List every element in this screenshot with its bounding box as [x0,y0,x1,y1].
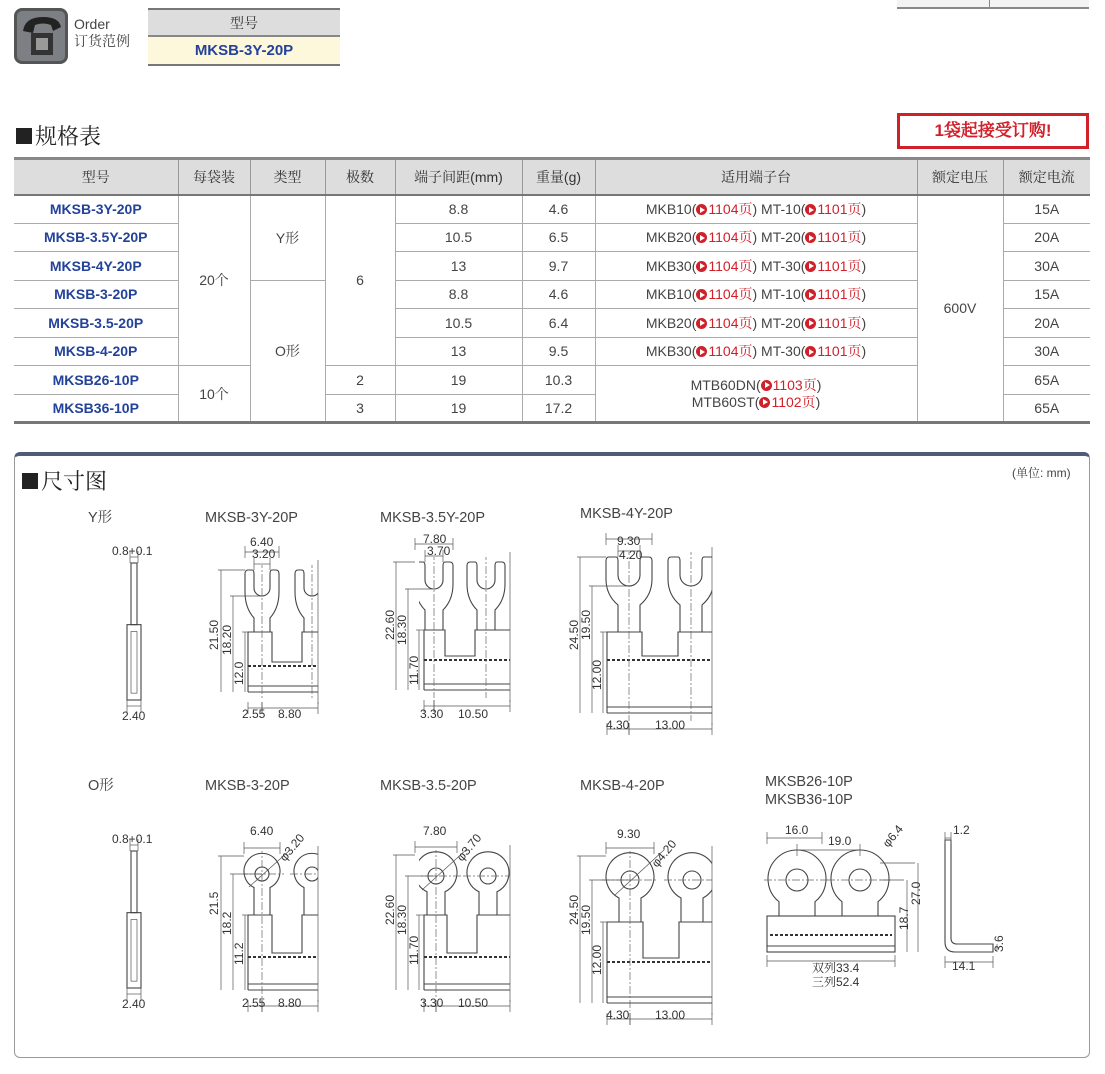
page-link[interactable]: 1104页 [708,314,753,331]
current-cell: 20A [1003,223,1090,252]
model-cell[interactable]: MKSB-4-20P [14,337,178,366]
col-poles: 极数 [325,159,395,195]
ring-terminal-outline [668,853,716,922]
dimension-label: 11.2 [232,942,246,965]
dimension-label: 3.70 [427,544,451,558]
page-link[interactable]: 1104页 [708,257,753,274]
dimension-label: 22.60 [383,609,397,640]
bracket-side-view [945,840,993,952]
drawing-title: MKSB-4Y-20P [580,506,673,522]
dimension-label: 19.0 [828,834,852,848]
dimension-label: 6.40 [250,824,274,838]
weight-cell: 9.7 [522,252,595,281]
strip-base [248,632,358,692]
dimension-label: 24.50 [567,619,581,650]
fork-terminal-drawing [245,560,358,700]
pitch-cell: 8.8 [395,280,522,309]
o-type-label: O形 [88,778,114,794]
ring-terminal-outline [294,853,330,915]
col-current: 额定电流 [1003,159,1090,195]
dimension-label: 22.60 [383,894,397,925]
weight-cell: 10.3 [522,366,595,395]
model-cell[interactable]: MKSB26-10P [14,366,178,395]
dimension-label: 13.00 [655,718,686,732]
dimension-label: φ3.20 [276,831,308,864]
type-cell: Y形 [250,195,325,281]
pitch-cell: 10.5 [395,309,522,338]
dimension-label: 4.30 [606,1008,630,1022]
terminal-block-cell: MKB20( 1104页) MT-20( 1101页) [595,309,917,338]
dimension-label: 18.30 [395,614,409,645]
page-link[interactable]: 1101页 [817,343,862,360]
col-pitch: 端子间距(mm) [395,159,522,195]
pack-cell: 10个 [178,366,250,423]
weight-cell: 9.5 [522,337,595,366]
dimension-label: 3.20 [252,547,276,561]
dimension-label: 4.30 [606,718,630,732]
pitch-cell: 13 [395,252,522,281]
min-order-badge: 1袋起接受订购! [897,113,1089,149]
dimension-label: 2.55 [242,707,266,721]
dimension-label: φ6.4 [879,822,907,850]
order-label-cn: 订货范例 [74,33,130,49]
dimension-label: 1.2 [953,823,970,837]
dimension-label: 7.80 [423,824,447,838]
col-model: 型号 [14,159,178,195]
col-weight: 重量(g) [522,159,595,195]
dimension-label: 21.50 [207,619,221,650]
dimension-label: 7.80 [423,532,447,546]
terminal-block-cell: MKB30( 1104页) MT-30( 1101页) [595,337,917,366]
dimension-label: 14.1 [952,959,976,973]
page-link[interactable]: 1101页 [817,229,862,246]
dimension-label: 3.30 [420,707,444,721]
dimension-label: 18.7 [897,906,911,930]
page-link[interactable]: 1104页 [708,343,753,360]
current-cell: 65A [1003,366,1090,395]
dimension-label: 10.50 [458,707,489,721]
pitch-cell: 8.8 [395,195,522,224]
dimension-label: 27.0 [909,881,923,905]
poles-cell: 2 [325,366,395,395]
pack-cell: 20个 [178,195,250,366]
dimension-label: 0.8+0.1 [112,544,153,558]
dimension-label: 13.00 [655,1008,686,1022]
drawing-title: MKSB-3-20P [205,778,290,794]
order-example-value: MKSB-3Y-20P [148,37,340,64]
dimension-label: 2.55 [242,996,266,1010]
col-voltage: 额定电压 [917,159,1003,195]
terminal-block-cell: MKB30( 1104页) MT-30( 1101页) [595,252,917,281]
drawing-title: MKSB-3.5-20P [380,778,477,794]
terminal-block-cell: MKB20( 1104页) MT-20( 1101页) [595,223,917,252]
dimension-label: 18.2 [220,911,234,935]
dimension-label: 2.40 [122,709,146,723]
dimension-label: 24.50 [567,894,581,925]
dimension-label: 9.30 [617,534,641,548]
dimension-label: 12.0 [232,661,246,685]
dimension-label: φ4.20 [648,837,680,870]
drawing-title: MKSB-3Y-20P [205,510,298,526]
col-type: 类型 [250,159,325,195]
dimension-label: 10.50 [458,996,489,1010]
pitch-cell: 19 [395,366,522,395]
ring-terminal-outline [768,850,826,916]
dimension-label: 16.0 [785,823,809,837]
dimension-title-text: 尺寸图 [41,469,108,494]
dimension-label: 19.50 [579,609,593,640]
ring-terminal-drawing [411,845,550,998]
dimension-label: 双列33.4 [812,961,860,975]
model-cell[interactable]: MKSB-3-20P [14,280,178,309]
page-link[interactable]: 1101页 [817,257,862,274]
dimension-label: 12.00 [590,944,604,975]
drawing-title: MKSB26-10P [765,774,853,790]
poles-cell: 3 [325,394,395,423]
spec-title-text: 规格表 [35,124,102,149]
dimension-label: 8.80 [278,996,302,1010]
dimension-label: 3.6 [992,935,1006,952]
weight-cell: 17.2 [522,394,595,423]
page-link[interactable]: 1101页 [817,201,862,217]
weight-cell: 6.4 [522,309,595,338]
ring-terminal-outline [467,852,509,915]
dimension-label: 9.30 [617,827,641,841]
unit-label: (单位: mm) [1012,466,1071,480]
dimension-label: 0.8+0.1 [112,832,153,846]
drawing-title: MKSB-3.5Y-20P [380,510,486,526]
dimension-label: 4.20 [619,548,643,562]
side-view [127,851,141,988]
model-cell[interactable]: MKSB-3Y-20P [14,195,178,224]
dimension-label: 18.20 [220,624,234,655]
terminal-block-cell: MTB60DN( 1103页) MTB60ST( 1102页) [595,366,917,423]
model-cell[interactable]: MKSB-3.5-20P [14,309,178,338]
current-cell: 15A [1003,195,1090,224]
high-current-terminal-drawing [764,840,993,952]
poles-cell: 6 [325,195,395,366]
fork-terminal-drawing [606,547,752,721]
model-cell[interactable]: MKSB-3.5Y-20P [14,223,178,252]
strip-base [607,632,752,713]
terminal-block-cell: MKB10( 1104页) MT-10( 1101页) [595,280,917,309]
weight-cell: 4.6 [522,280,595,309]
type-cell: O形 [250,280,325,423]
page-link[interactable]: 1104页 [708,201,753,217]
ring-terminal-outline [831,850,889,916]
col-pack: 每袋装 [178,159,250,195]
pitch-cell: 10.5 [395,223,522,252]
page-link[interactable]: 1104页 [708,286,753,303]
pitch-cell: 13 [395,337,522,366]
dimension-label: 三列52.4 [812,975,860,989]
current-cell: 65A [1003,394,1090,423]
dimension-label: 21.5 [207,891,221,915]
order-label-en: Order [74,16,110,32]
dimension-label: φ3.70 [453,831,485,864]
drawing-title: MKSB-4-20P [580,778,665,794]
fork-terminal-drawing [415,552,550,698]
drawing-title: MKSB36-10P [765,792,853,808]
strip-base [248,915,358,990]
strip-base [424,915,550,990]
voltage-cell: 600V [917,195,1003,423]
weight-cell: 6.5 [522,223,595,252]
dimension-label: 18.30 [395,904,409,935]
model-cell[interactable]: MKSB-4Y-20P [14,252,178,281]
current-cell: 30A [1003,337,1090,366]
order-header: 型号 [148,10,340,37]
page-link[interactable]: 1101页 [817,286,862,303]
ring-terminal-drawing [240,846,358,998]
current-cell: 15A [1003,280,1090,309]
ring-terminal-drawing [602,846,752,1011]
weight-cell: 4.6 [522,195,595,224]
current-cell: 20A [1003,309,1090,338]
current-cell: 30A [1003,252,1090,281]
dimension-label: 3.30 [420,996,444,1010]
page-link[interactable]: 1103页 [772,376,817,393]
dimension-label: 12.00 [590,659,604,690]
dimension-label: 19.50 [579,904,593,935]
y-type-label: Y形 [88,510,113,526]
dimension-label: 11.70 [407,935,421,965]
dimension-label: 11.70 [407,655,421,685]
side-view [127,563,141,700]
page-link[interactable]: 1101页 [817,314,862,331]
page-link[interactable]: 1104页 [708,229,753,246]
terminal-block-cell: MKB10( 1104页) MT-10( 1101页) [595,195,917,224]
dimension-label: 2.40 [122,997,146,1011]
page-link[interactable]: 1102页 [771,393,816,410]
model-cell[interactable]: MKSB36-10P [14,394,178,423]
dimension-label: 6.40 [250,535,274,549]
col-terminal-block: 适用端子台 [595,159,917,195]
dimension-label: 8.80 [278,707,302,721]
pitch-cell: 19 [395,394,522,423]
